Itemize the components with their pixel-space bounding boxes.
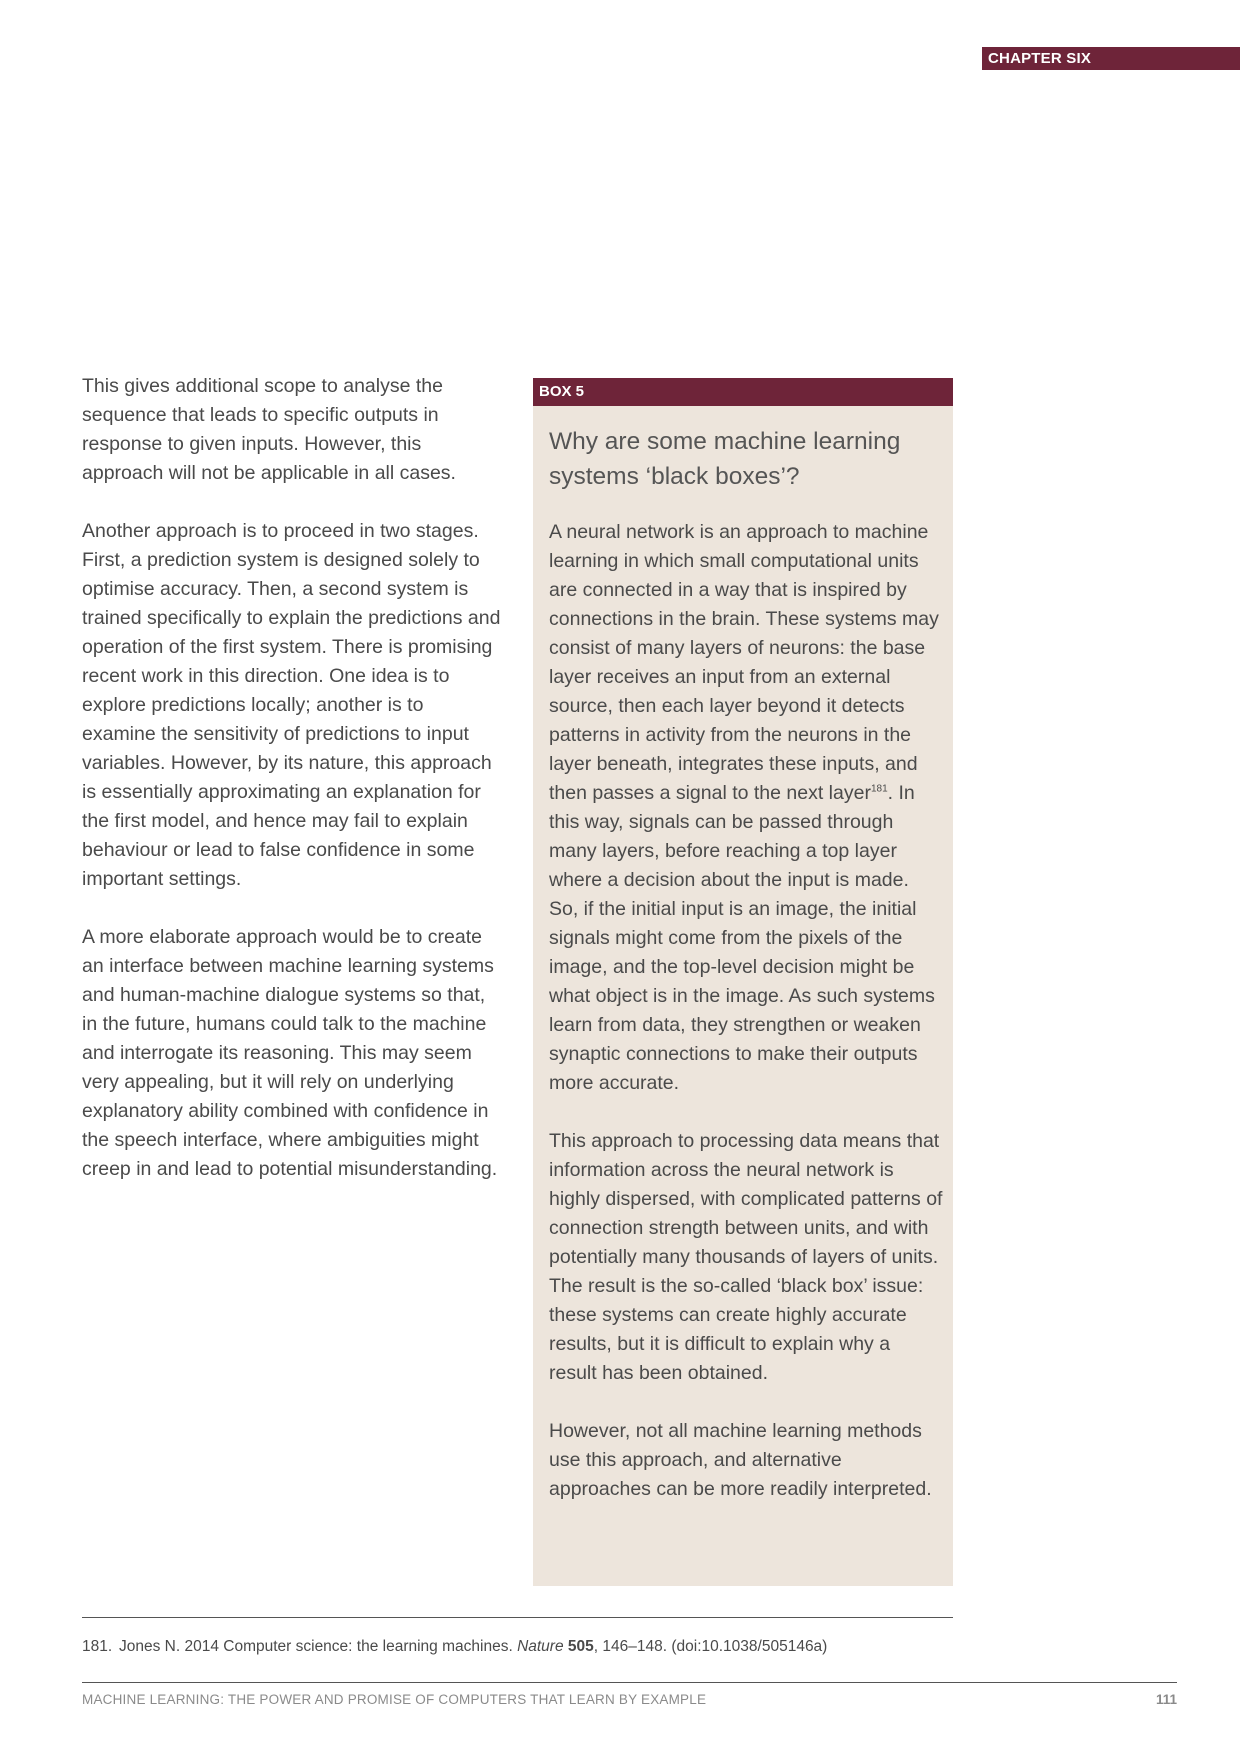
footnote-journal: Nature — [517, 1638, 564, 1655]
footnote-divider — [82, 1617, 953, 1618]
footnote-text-a: Jones N. 2014 Computer science: the learning machines. — [119, 1638, 518, 1655]
box-title: Why are some machine learning systems ‘black boxes’? — [549, 428, 901, 490]
footnote-number: 181. — [82, 1638, 113, 1655]
chapter-tab: CHAPTER SIX — [982, 47, 1240, 70]
page-number: 111 — [1155, 1692, 1177, 1707]
footnote-text-b: , 146–148. (doi:10.1038/505146a) — [593, 1638, 828, 1655]
body-paragraph-3: A more elaborate approach would be to create an interface between machine learning systems and human-machine dialogue systems so that, in the future, humans could talk to the machine and interrogate its reasoning. This may seem very appealing, but it will rely on underlying explanatory ability combined with confidence in the speech interface, where ambiguities might creep in and lead to potential misunderstanding. — [82, 926, 498, 1180]
box-body — [549, 518, 943, 1504]
body-paragraph-1: This gives additional scope to analyse the sequence that leads to specific outputs in response to given inputs. However, this approach will not be applicable in all cases. — [82, 375, 456, 484]
footer-title: MACHINE LEARNING: THE POWER AND PROMISE OF COMPUTERS THAT LEARN BY EXAMPLE — [82, 1692, 707, 1707]
footer-divider — [82, 1682, 1177, 1683]
box-label: BOX 5 — [533, 378, 953, 406]
left-column — [82, 372, 502, 1213]
box-5-panel — [533, 378, 953, 1586]
footnote-volume: 505 — [567, 1638, 594, 1655]
box-paragraph-1-part-b: . In this way, signals can be passed through many layers, before reaching a top layer where a decision about the input is made. So, if the initial input is an image, the initial signals might come from the pixels of the image, and the top-level decision might be what object is in the image. As such systems learn from data, they strengthen or weaken synaptic connections to make their outputs more accurate. — [549, 782, 935, 1094]
body-paragraph-2: Another approach is to proceed in two stages. First, a prediction system is designed solely to optimise accuracy. Then, a second system is trained specifically to explain the predictions and operation of the first system. There is promising recent work in this direction. One idea is to explore predictions locally; another is to examine the sensitivity of predictions to input variables. However, by its nature, this approach is essentially approximating an explanation for the first model, and hence may fail to explain behaviour or lead to false confidence in some important settings. — [82, 520, 501, 890]
box-paragraph-1-part-a: A neural network is an approach to machine learning in which small computational units are connected in a way that is inspired by connections in the brain. These systems may consist of many layers of neurons: the base layer receives an input from an external source, then each layer beyond it detects patterns in activity from the neurons in the layer beneath, integrates these inputs, and then passes a signal to the next layer — [549, 521, 939, 804]
box-paragraph-3: However, not all machine learning methods use this approach, and alternative approaches can be more readily interpreted. — [549, 1420, 932, 1500]
footnote-ref-181[interactable]: 181 — [870, 783, 888, 795]
box-paragraph-1 — [549, 518, 943, 1098]
box-paragraph-2: This approach to processing data means that information across the neural network is highly dispersed, with complicated patterns of connection strength between units, and with potentially many thousands of layers of units. The result is the so-called ‘black box’ issue: these systems can create highly accurate results, but it is difficult to explain why a result has been obtained. — [549, 1130, 943, 1384]
footnote-181 — [82, 1636, 962, 1658]
